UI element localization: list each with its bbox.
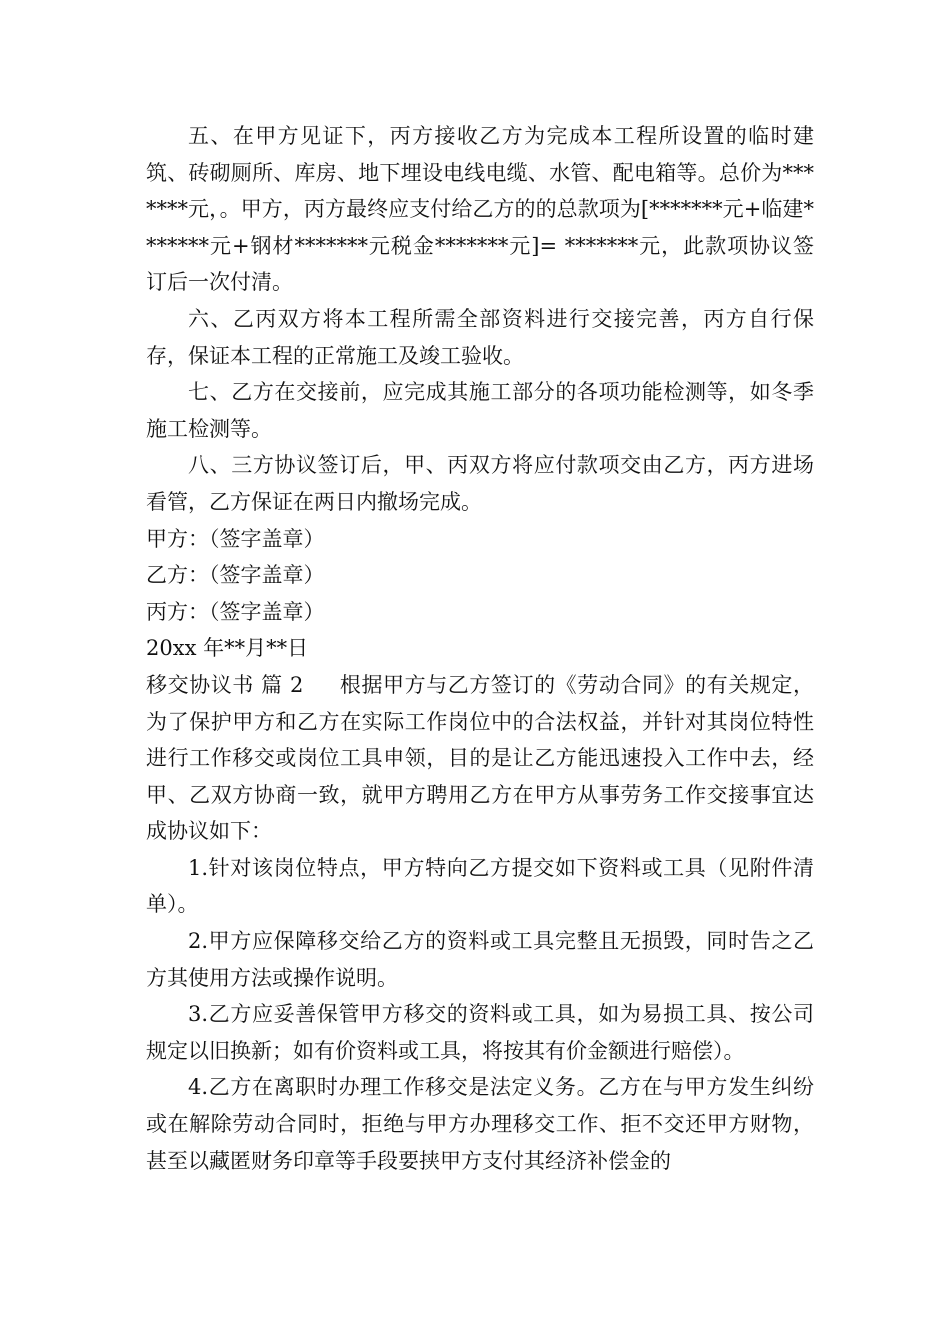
item-4: 4.乙方在离职时办理工作移交是法定义务。乙方在与甲方发生纠纷或在解除劳动合同时，拒绝与甲方办理移交工作、拒不交还甲方财物，甚至以藏匿财务印章等手段要挟甲方支付其经济补偿金的 [146,1075,814,1173]
section-2-intro-text: 根据甲方与乙方签订的《劳动合同》的有关规定，为了保护甲方和乙方在实际工作岗位中的合法权益，并针对其岗位特性进行工作移交或岗位工具申领，目的是让乙方能迅速投入工作中去，经甲、乙双方协商一致，就甲方聘用乙方在甲方从事劳务工作交接事宜达成协议如下： [146,672,814,844]
item-1: 1.针对该岗位特点，甲方特向乙方提交如下资料或工具（见附件清单）。 [146,855,814,917]
section-2-title: 移交协议书 篇 2 [146,672,304,697]
signature-date: 20xx 年**月**日 [146,636,309,661]
clause-7: 七、乙方在交接前，应完成其施工部分的各项功能检测等，如冬季施工检测等。 [146,380,814,441]
signature-party-a: 甲方：（签字盖章） [146,526,325,551]
signature-party-c: 丙方：（签字盖章） [146,599,325,624]
document-body [146,118,814,1179]
clause-5: 五、在甲方见证下，丙方接收乙方为完成本工程所设置的临时建筑、砖砌厕所、库房、地下埋设电线电缆、水管、配电箱等。总价为*******元，。甲方，丙方最终应支付给乙方的的总款项为[*******元+临建*******元+钢材*******元税金*******元]= *******元，此款项协议签订后一次付清。 [146,124,814,295]
item-3: 3.乙方应妥善保管甲方移交的资料或工具，如为易损工具、按公司规定以旧换新；如有价资料或工具，将按其有价金额进行赔偿）。 [146,1002,814,1063]
signature-party-b: 乙方：（签字盖章） [146,563,325,588]
item-2: 2.甲方应保障移交给乙方的资料或工具完整且无损毁，同时告之乙方其使用方法或操作说明。 [146,929,814,990]
clause-8: 八、三方协议签订后，甲、丙双方将应付款项交由乙方，丙方进场看管，乙方保证在两日内撤场完成。 [146,453,814,514]
section-2-intro [146,667,814,850]
clause-6: 六、乙丙双方将本工程所需全部资料进行交接完善，丙方自行保存，保证本工程的正常施工及竣工验收。 [146,306,814,368]
